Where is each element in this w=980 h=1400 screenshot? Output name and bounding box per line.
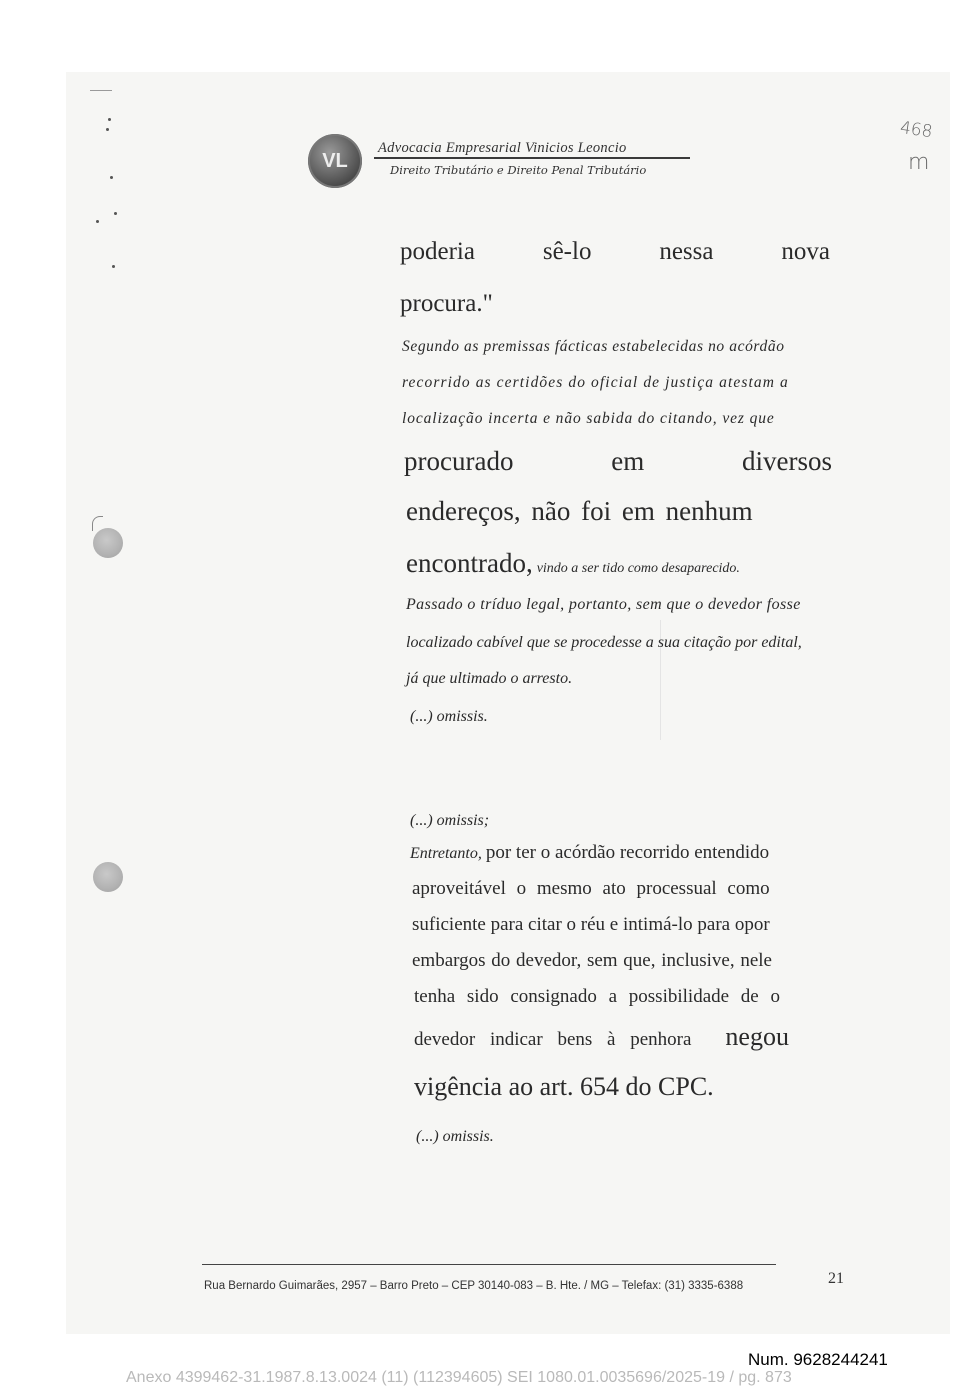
- body-line-12: (...) omissis.: [410, 708, 488, 725]
- punch-hole: [93, 528, 123, 558]
- annex-reference: Anexo 4399462-31.1987.8.13.0024 (11) (112394605) SEI 1080.01.0035696/2025-19 / pg. 873: [126, 1369, 792, 1386]
- word: em: [611, 446, 645, 476]
- body-line-8: [406, 548, 740, 579]
- page-number: 21: [828, 1270, 844, 1287]
- footer-address: Rua Bernardo Guimarães, 2957 – Barro Preto – CEP 30140-083 – B. Hte. / MG – Telefax: (31) 3335-6388: [204, 1280, 744, 1292]
- body-line-17: embargos do devedor, sem que, inclusive, nele: [412, 950, 772, 971]
- body-line-19: [414, 1022, 789, 1052]
- body-line-1: [400, 238, 830, 266]
- punch-hole: [93, 862, 123, 892]
- firm-subtitle: Direito Tributário e Direito Penal Tributário: [390, 163, 647, 177]
- body-line-2: procura.": [400, 290, 493, 317]
- word: sê-lo: [542, 238, 592, 265]
- body-line-5: localização incerta e não sabida do citando, vez que: [402, 410, 775, 427]
- handwritten-initial: m: [908, 150, 930, 175]
- body-line-9: Passado o tríduo legal, portanto, sem que o devedor fosse: [406, 596, 801, 613]
- margin-dot: [96, 220, 99, 223]
- margin-dot: [106, 128, 109, 131]
- body-line-14: [410, 842, 769, 864]
- body-line-13: (...) omissis;: [410, 812, 490, 829]
- word: nessa: [659, 238, 714, 265]
- firm-name: Advocacia Empresarial Vinicios Leoncio: [378, 140, 627, 156]
- body-line-7: endereços, não foi em nenhum: [406, 496, 753, 526]
- emphasis-text: negou: [725, 1022, 789, 1051]
- firm-logo: VL: [308, 134, 362, 188]
- emphasis-text: por ter o acórdão recorrido entendido: [485, 842, 770, 863]
- body-line-15: aproveitável o mesmo ato processual como: [412, 878, 770, 899]
- body-line-18: tenha sido consignado a possibilidade de o: [414, 986, 780, 1007]
- margin-dot: [112, 265, 115, 268]
- word: nova: [781, 238, 830, 265]
- body-line-20: vigência ao art. 654 do CPC.: [414, 1072, 714, 1101]
- regular-text: Entretanto,: [410, 845, 482, 862]
- margin-dot: [110, 176, 113, 179]
- body-line-6: [404, 446, 832, 477]
- regular-text: vindo a ser tido como desaparecido.: [536, 561, 740, 576]
- body-line-4: recorrido as certidões do oficial de justiça atestam a: [402, 374, 789, 391]
- body-line-11: já que ultimado o arresto.: [406, 670, 573, 687]
- word: poderia: [400, 238, 475, 265]
- body-line-10: localizado cabível que se procedesse a sua citação por edital,: [406, 634, 802, 651]
- word: diversos: [741, 446, 832, 476]
- emphasis-text: encontrado,: [406, 548, 533, 578]
- body-line-21: (...) omissis.: [416, 1128, 494, 1145]
- handwritten-page-mark: 468: [898, 117, 934, 143]
- document-number: Num. 9628244241: [748, 1350, 888, 1369]
- margin-dot: [108, 118, 111, 121]
- body-line-16: suficiente para citar o réu e intimá-lo para opor: [412, 914, 770, 935]
- footer-rule: [202, 1264, 776, 1265]
- regular-text: devedor indicar bens à penhora: [414, 1029, 692, 1050]
- firm-name-underline: [374, 157, 690, 159]
- body-line-3: Segundo as premissas fácticas estabelecidas no acórdão: [402, 338, 785, 355]
- margin-dot: [114, 212, 117, 215]
- margin-mark: [90, 90, 112, 91]
- word: procurado: [404, 446, 514, 476]
